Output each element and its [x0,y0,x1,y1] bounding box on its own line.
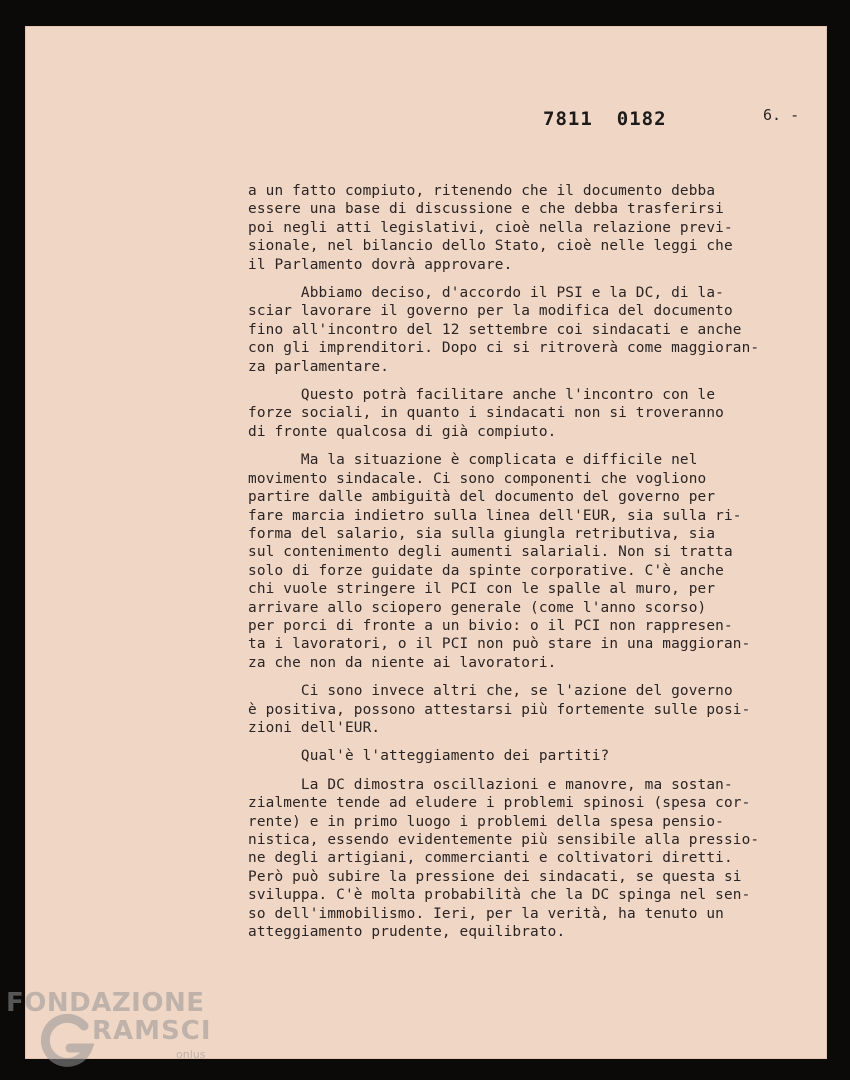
text-line: Questo potrà facilitare anche l'incontro con le [248,387,716,404]
text-line: arrivare allo sciopero generale (come l'anno scorso) [248,599,707,616]
text-line: ne degli artigiani, commercianti e coltivatori diretti. [248,850,733,867]
paragraph [248,682,818,737]
text-line: sciar lavorare il governo per la modifica del documento [248,303,733,320]
paragraph [248,182,818,274]
page-number: 6. - [763,106,800,124]
text-line: Però può subire la pressione dei sindacati, se questa si [248,868,742,885]
text-line: forze sociali, in quanto i sindacati non si troveranno [248,405,724,422]
text-line: per porci di fronte a un bivio: o il PCI non rappresen- [248,617,733,634]
text-line: chi vuole stringere il PCI con le spalle al muro, per [248,581,716,598]
text-line: solo di forze guidate da spinte corporative. C'è anche [248,562,724,579]
archive-number [543,108,667,130]
text-line: forma del salario, sia sulla giungla retributiva, sia [248,525,716,542]
text-line: atteggiamento prudente, equilibrato. [248,924,566,941]
paragraph [248,747,818,765]
text-line: il Parlamento dovrà approvare. [248,256,513,273]
text-line: Ci sono invece altri che, se l'azione del governo [248,683,733,700]
text-line: di fronte qualcosa di già compiuto. [248,423,557,440]
text-line: a un fatto compiuto, ritenendo che il documento debba [248,183,716,199]
text-line: so dell'immobilismo. Ieri, per la verità, ha tenuto un [248,905,724,922]
paragraph [248,284,818,376]
fondazione-gramsci-watermark [4,986,214,1076]
archive-number-part-1: 7811 [543,108,593,130]
text-line: sionale, nel bilancio dello Stato, cioè nelle leggi che [248,238,733,255]
text-line: za che non da niente ai lavoratori. [248,654,557,671]
text-line: Ma la situazione è complicata e difficile nel [248,452,698,469]
text-line: poi negli atti legislativi, cioè nella relazione previ- [248,219,733,236]
text-line: è positiva, possono attestarsi più fortemente sulle posi- [248,701,751,718]
text-line: ta i lavoratori, o il PCI non può stare in una maggioran- [248,636,751,653]
gramsci-g-logo-icon [34,1012,98,1068]
text-line: sviluppa. C'è molta probabilità che la DC spinga nel sen- [248,887,751,904]
text-line: con gli imprenditori. Dopo ci si ritroverà come maggioran- [248,340,760,357]
text-line: zioni dell'EUR. [248,719,381,736]
archive-number-part-2: 0182 [616,108,667,130]
text-line: partire dalle ambiguità del documento del governo per [248,489,716,506]
text-line: Abbiamo deciso, d'accordo il PSI e la DC, di la- [248,285,724,302]
paragraph [248,386,818,441]
text-line: movimento sindacale. Ci sono componenti che vogliono [248,470,707,487]
watermark-line-1: FONDAZIONE [6,988,205,1018]
text-line: fare marcia indietro sulla linea dell'EUR, sia sulla ri- [248,507,742,524]
text-line: La DC dimostra oscillazioni e manovre, ma sostan- [248,776,733,793]
paragraph [248,451,818,672]
text-line: rente) e in primo luogo i problemi della spesa pensio- [248,813,724,830]
text-line: fino all'incontro del 12 settembre coi sindacati e anche [248,321,742,338]
paragraph [248,776,818,942]
watermark-line-2: RAMSCI [92,1016,212,1046]
text-line: Qual'è l'atteggiamento dei partiti? [248,748,610,765]
text-line: nistica, essendo evidentemente più sensibile alla pressio- [248,832,760,848]
text-line: zialmente tende ad eludere i problemi spinosi (spesa cor- [248,795,751,812]
text-line: sul contenimento degli aumenti salariali. Non si tratta [248,544,733,561]
document-body [248,182,818,951]
text-line: za parlamentare. [248,358,390,375]
text-line: essere una base di discussione e che debba trasferirsi [248,201,724,218]
watermark-onlus: onlus [176,1048,206,1061]
